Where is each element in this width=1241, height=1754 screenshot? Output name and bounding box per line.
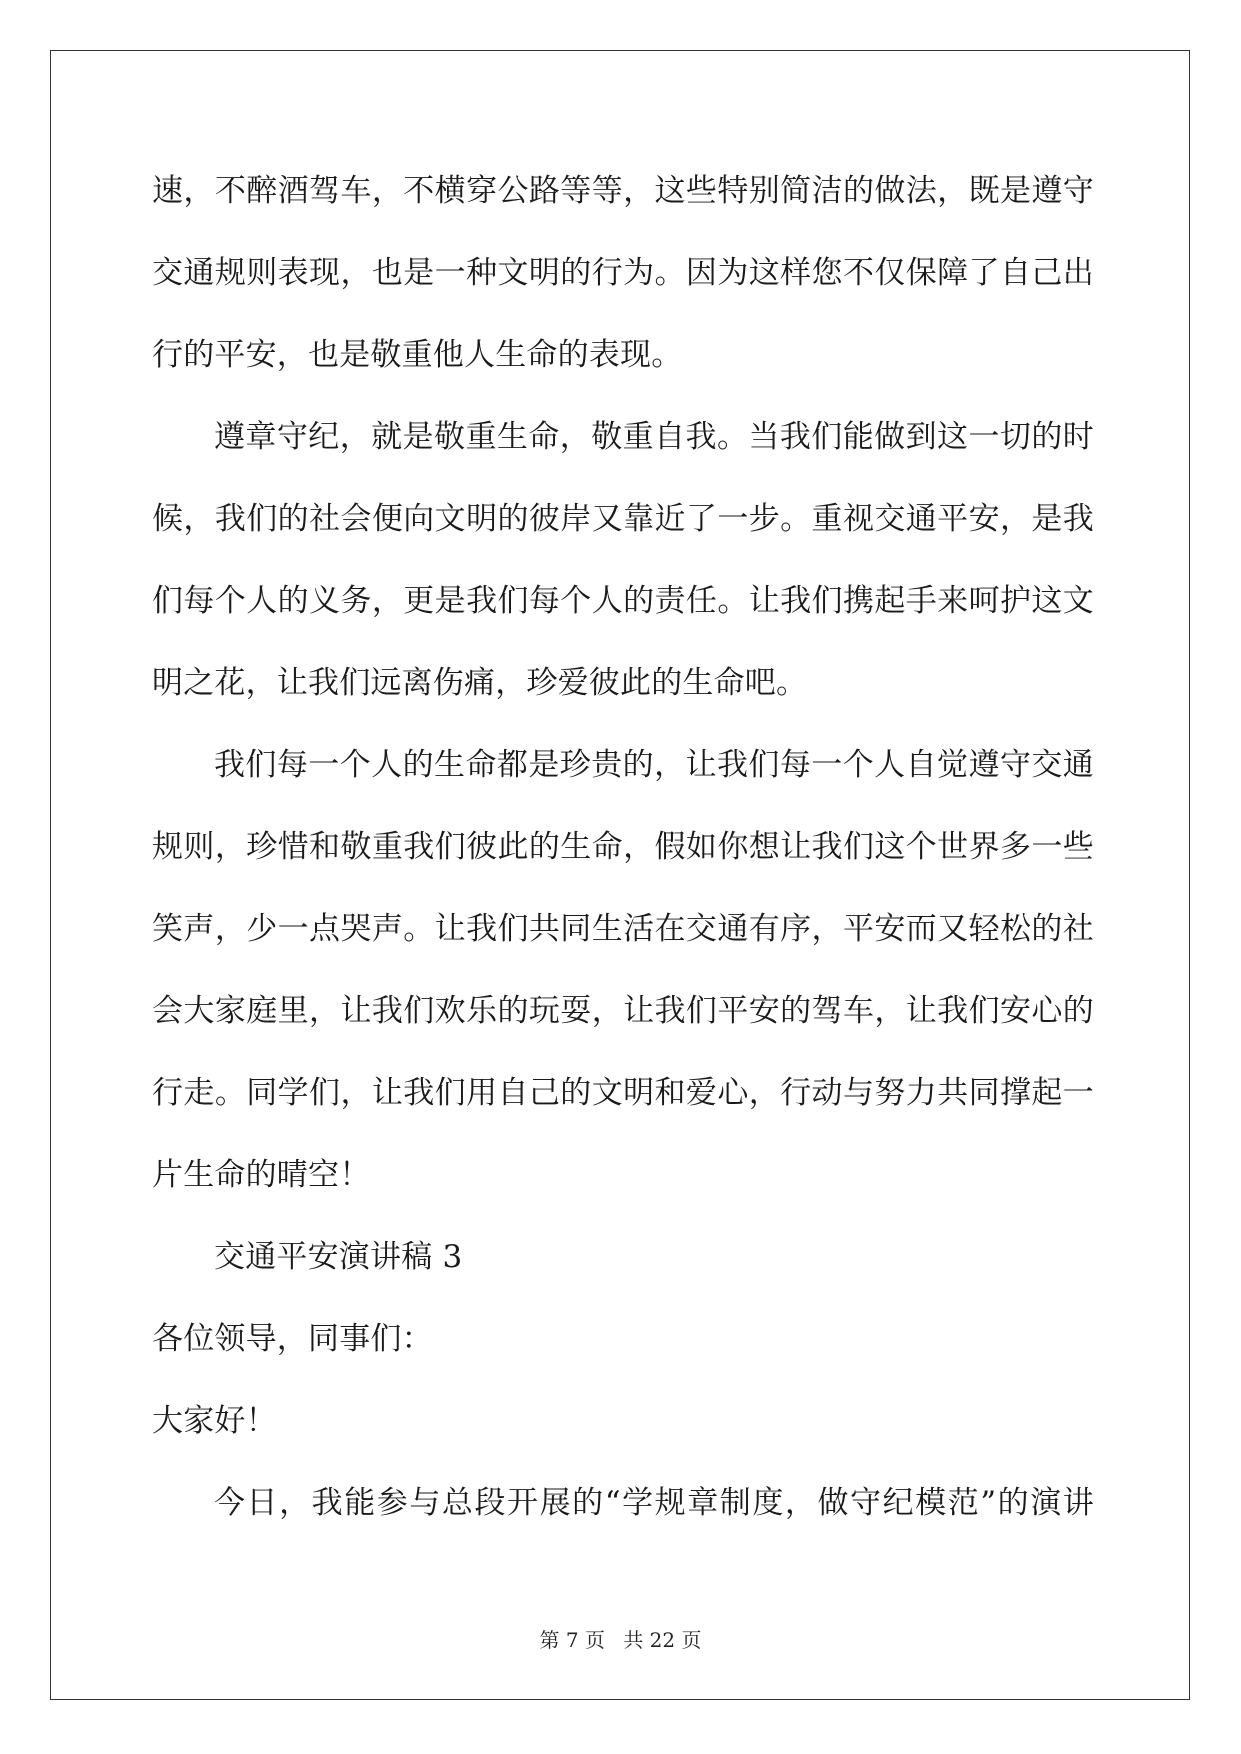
text-line-13: 片生命的晴空！ [152,1157,371,1193]
text-line-9: 规则，珍惜和敬重我们彼此的生命，假如你想让我们这个世界多一些 [152,829,1094,865]
text-line-3: 行的平安，也是敬重他人生命的表现。 [152,337,683,373]
text-line-10: 笑声，少一点哭声。让我们共同生活在交通有序，平安而又轻松的社 [152,911,1094,947]
text-line-7: 明之花，让我们远离伤痛，珍爱彼此的生命吧。 [152,665,808,701]
text-line-2: 交通规则表现，也是一种文明的行为。因为这样您不仅保障了自己出 [152,255,1094,291]
text-line-12: 行走。同学们，让我们用自己的文明和爱心，行动与努力共同撑起一 [152,1075,1094,1111]
text-line-6: 们每个人的义务，更是我们每个人的责任。让我们携起手来呵护这文 [152,583,1094,619]
text-line-8: 我们每一个人的生命都是珍贵的，让我们每一个人自觉遵守交通 [214,747,1094,783]
text-line-5: 候，我们的社会便向文明的彼岸又靠近了一步。重视交通平安，是我 [152,501,1094,537]
salutation: 各位领导，同事们： [152,1321,433,1357]
text-line-1: 速，不醉酒驾车，不横穿公路等等，这些特别简洁的做法，既是遵守 [152,173,1094,209]
greeting: 大家好！ [152,1403,277,1439]
page-number: 第 7 页 [539,1628,605,1652]
section-heading: 交通平安演讲稿 3 [214,1239,463,1275]
document-body [152,160,1094,1554]
page-footer [0,1624,1241,1653]
text-line-4: 遵章守纪，就是敬重生命，敬重自我。当我们能做到这一切的时 [214,419,1094,455]
text-line-17: 今日，我能参与总段开展的“学规章制度，做守纪模范”的演讲 [214,1485,1094,1521]
page-total: 共 22 页 [623,1628,702,1652]
text-line-11: 会大家庭里，让我们欢乐的玩耍，让我们平安的驾车，让我们安心的 [152,993,1094,1029]
